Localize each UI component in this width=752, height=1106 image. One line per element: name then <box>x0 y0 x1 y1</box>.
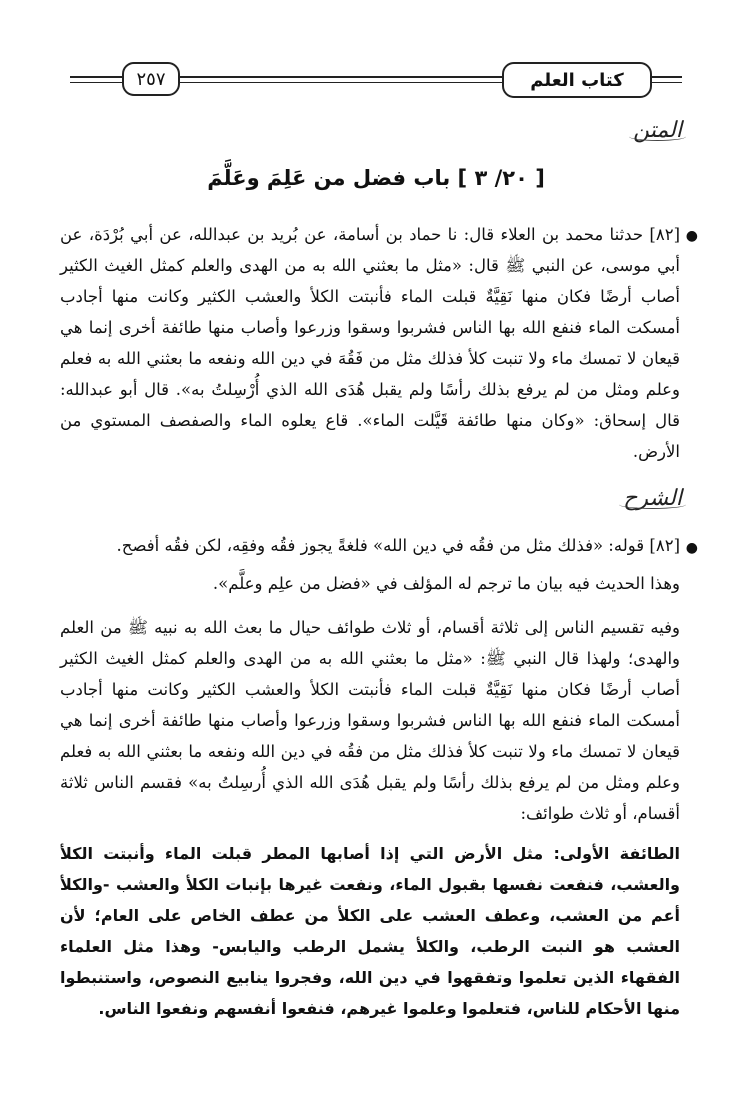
chapter-title: [ ٢٠/ ٣ ] باب فضل من عَلِمَ وعَلَّمَ <box>207 166 545 190</box>
sharh-paragraph-2: وهذا الحديث فيه بيان ما ترجم له المؤلف في «فضل من علِم وعلَّم». <box>212 574 680 593</box>
matn-section-label: المتن <box>633 118 682 143</box>
sharh-paragraph-1: [٨٢] قوله: «فذلك مثل من فقُه في دين الله» فلغةً يجوز فقُه وفقِه، لكن فقُه أفصح. <box>116 536 680 555</box>
matn-hadith-text: [٨٢] حدثنا محمد بن العلاء قال: نا حماد بن أسامة، عن بُريد بن عبدالله، عن أبي بُرْدَة، عن أبي موسى، عن النبي ﷺ قال: «مثل ما بعثني الله به من الهدى والعلم كمثل الغيث الكثير أصاب أرضًا فكان منها نَقِيَّةٌ قبلت الماء فأنبتت الكلأ والعشب الكثير وكانت منها أجادب أمسكت الماء فنفع الله بها الناس فشربوا وسقوا وزرعوا وأصاب منها طائفة أخرى إنما هي قيعان لا تمسك ماء ولا تنبت كلأ فذلك مثل من فَقُهَ في دين الله ونفعه ما بعثني الله به فعلم وعلم ومثل من لم يرفع بذلك رأسًا ولم يقبل هُدَى الله الذي أُرْسِلتُ به». قال أبو عبدالله: قال إسحاق: «وكان منها طائفة قَيَّلت الماء». قاع يعلوه الماء والصفصف المستوي من الأرض. <box>60 225 680 461</box>
bullet-icon: ● <box>685 540 698 556</box>
running-header-title: كتاب العلم <box>502 62 652 98</box>
bullet-icon: ● <box>685 228 698 244</box>
sharh-paragraph-3: وفيه تقسيم الناس إلى ثلاثة أقسام، أو ثلاث طوائف حيال ما بعث الله به نبيه ﷺ من العلم والهدى؛ ولهذا قال النبي ﷺ: «مثل ما بعثني الله به من الهدى والعلم كمثل الغيث الكثير أصاب أرضًا فكان منها نَقِيَّةٌ قبلت الماء فأنبتت الكلأ والعشب الكثير وكانت منها أجادب أمسكت الماء فنفع الله بها الناس فشربوا وسقوا وزرعوا وأصاب منها طائفة أخرى إنما هي قيعان لا تمسك ماء ولا تنبت كلأ فذلك مثل من فقُه في دين الله ونفعه ما بعثني الله به فعلم وعلم ومثل من لم يرفع بذلك رأسًا ولم يقبل هُدَى الله الذي أُرسِلتُ به» فقسم الناس ثلاثة أقسام، أو ثلاث طوائف: <box>60 618 680 823</box>
sharh-section-label: الشرح <box>623 486 682 511</box>
page-number: ٢٥٧ <box>122 62 180 96</box>
sharh-paragraph-4: الطائفة الأولى: مثل الأرض التي إذا أصابها المطر قبلت الماء وأنبتت الكلأ والعشب، فنفعت نفسها بقبول الماء، ونفعت غيرها بإنبات الكلأ والعشب -والكلأ أعم من العشب، وعطف العشب على الكلأ من عطف الخاص على العام؛ لأن العشب هو النبت الرطب، والكلأ يشمل الرطب واليابس- وهذا مثل العلماء الفقهاء الذين تعلموا وتفقهوا في دين الله، وفجروا ينابيع النصوص، واستنبطوا منها الأحكام للناس، فتعلموا وعلموا غيرهم، فنفعوا أنفسهم ونفعوا الناس. <box>60 844 680 1018</box>
